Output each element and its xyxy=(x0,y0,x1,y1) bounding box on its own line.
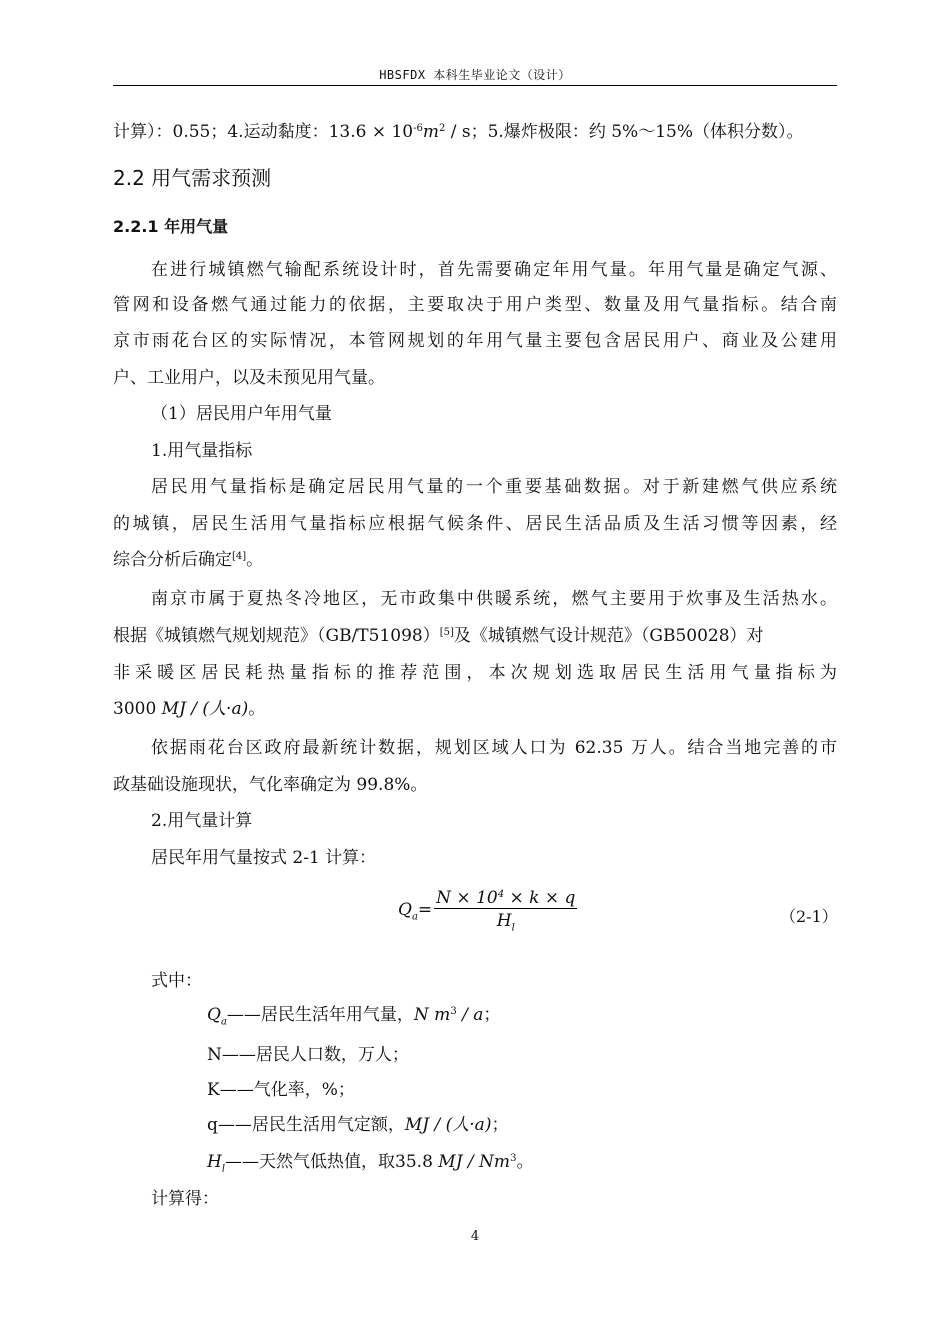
section-heading: 2.2 用气需求预测 xyxy=(113,166,272,190)
text-run: ； xyxy=(483,1005,501,1025)
symbol: Q xyxy=(207,1005,221,1025)
text-run: / s；5.爆炸极限：约 5%～15%（体积分数）。 xyxy=(445,122,804,142)
paragraph-line: 的城镇，居民生活用气量指标应根据气候条件、居民生活品质及生活习惯等因素，经 xyxy=(113,514,837,534)
superscript: -6 xyxy=(413,123,423,134)
running-header: HBSFDX 本科生毕业论文（设计） xyxy=(379,68,571,82)
symbol-definition xyxy=(207,1040,409,1065)
continuation-line xyxy=(113,117,804,142)
where-label: 式中： xyxy=(151,971,202,991)
paragraph-line xyxy=(113,621,764,646)
unit: MJ / (人·a) xyxy=(161,699,249,719)
equals-sign: = xyxy=(417,900,433,921)
paragraph-line: 在进行城镇燃气输配系统设计时，首先需要确定年用气量。年用气量是确定气源、 xyxy=(151,260,837,280)
numerator xyxy=(434,888,577,909)
text-run: H xyxy=(496,911,512,931)
text-run: 综合分析后确定 xyxy=(113,550,232,570)
text-run: 。 xyxy=(248,699,266,719)
symbol-definition xyxy=(207,1110,508,1135)
symbol-definition xyxy=(207,1075,355,1100)
text-run: 及《城镇燃气设计规范》（GB50028）对 xyxy=(453,626,764,646)
citation: [4] xyxy=(232,551,247,562)
paragraph-line: 非采暖区居民耗热量指标的推荐范围，本次规划选取居民生活用气量指标为 xyxy=(113,663,837,683)
text-run: N × 10 xyxy=(436,888,498,908)
unit: MJ / Nm xyxy=(438,1152,511,1172)
list-item: （1）居民用户年用气量 xyxy=(151,404,332,424)
denominator xyxy=(434,909,577,933)
unit: MJ / (人·a) xyxy=(404,1115,492,1135)
subsection-heading: 2.2.1 年用气量 xyxy=(113,217,229,236)
page-number: 4 xyxy=(470,1229,480,1244)
text-run: 3000 xyxy=(113,699,162,719)
text-run: ； xyxy=(491,1115,509,1135)
subscript: a xyxy=(220,1016,227,1028)
symbol: q xyxy=(207,1115,218,1135)
fraction xyxy=(434,888,577,933)
unit: N m xyxy=(413,1005,451,1025)
list-item: 2.用气量计算 xyxy=(151,811,253,831)
text-run: ——天然气低热值，取35.8 xyxy=(225,1152,439,1172)
paragraph-line: 户、工业用户，以及未预见用气量。 xyxy=(113,368,385,388)
symbol: K xyxy=(207,1080,220,1100)
text-run: ——居民人口数，万人； xyxy=(221,1045,409,1065)
text-run: ——气化率，%； xyxy=(219,1080,355,1100)
superscript: 4 xyxy=(497,889,505,900)
symbol-definition xyxy=(207,1147,533,1174)
symbol-definition xyxy=(207,1000,500,1027)
text-run: m xyxy=(422,122,439,142)
citation: [5] xyxy=(439,627,454,638)
text-run: 根据《城镇燃气规划规范》（GB/T51098） xyxy=(113,626,440,646)
text-run: ——居民生活年用气量， xyxy=(226,1005,414,1025)
closing-line: 计算得： xyxy=(151,1189,219,1209)
paragraph-line: 政基础设施现状，气化率确定为 99.8%。 xyxy=(113,775,428,795)
equation-number: （2-1） xyxy=(780,907,838,926)
paragraph-line xyxy=(113,694,265,719)
text-run: 计算）：0.55；4.运动黏度：13.6 × 10 xyxy=(113,122,414,142)
superscript: 3 xyxy=(510,1153,517,1164)
text-run: 。 xyxy=(246,550,264,570)
paragraph-line: 京市雨花台区的实际情况，本管网规划的年用气量主要包含居民用户、商业及公建用 xyxy=(113,331,837,351)
paragraph-line: 居民年用气量按式 2-1 计算： xyxy=(151,848,377,868)
subscript: l xyxy=(511,922,515,934)
subscript: l xyxy=(221,1163,226,1175)
unit: / a xyxy=(456,1005,484,1025)
paragraph-line: 依据雨花台区政府最新统计数据，规划区域人口为 62.35 万人。结合当地完善的市 xyxy=(151,738,837,758)
paragraph-line xyxy=(113,545,263,570)
paragraph-line: 南京市属于夏热冬冷地区，无市政集中供暖系统，燃气主要用于炊事及生活热水。 xyxy=(151,589,837,609)
list-item: 1.用气量指标 xyxy=(151,441,253,461)
superscript: 2 xyxy=(438,123,446,134)
paragraph-line: 管网和设备燃气通过能力的依据，主要取决于用户类型、数量及用气量指标。结合南 xyxy=(113,295,837,315)
equation-lhs: Q xyxy=(398,900,412,921)
symbol: H xyxy=(207,1152,222,1172)
superscript: 3 xyxy=(450,1006,457,1017)
subscript: a xyxy=(411,911,418,923)
equation xyxy=(398,888,577,933)
paragraph-line: 居民用气量指标是确定居民用气量的一个重要基础数据。对于新建燃气供应系统 xyxy=(151,477,837,497)
header-rule xyxy=(113,85,837,86)
text-run: × k × q xyxy=(504,888,576,908)
text-run: ——居民生活用气定额， xyxy=(217,1115,405,1135)
text-run: 。 xyxy=(516,1152,534,1172)
symbol: N xyxy=(207,1045,222,1065)
